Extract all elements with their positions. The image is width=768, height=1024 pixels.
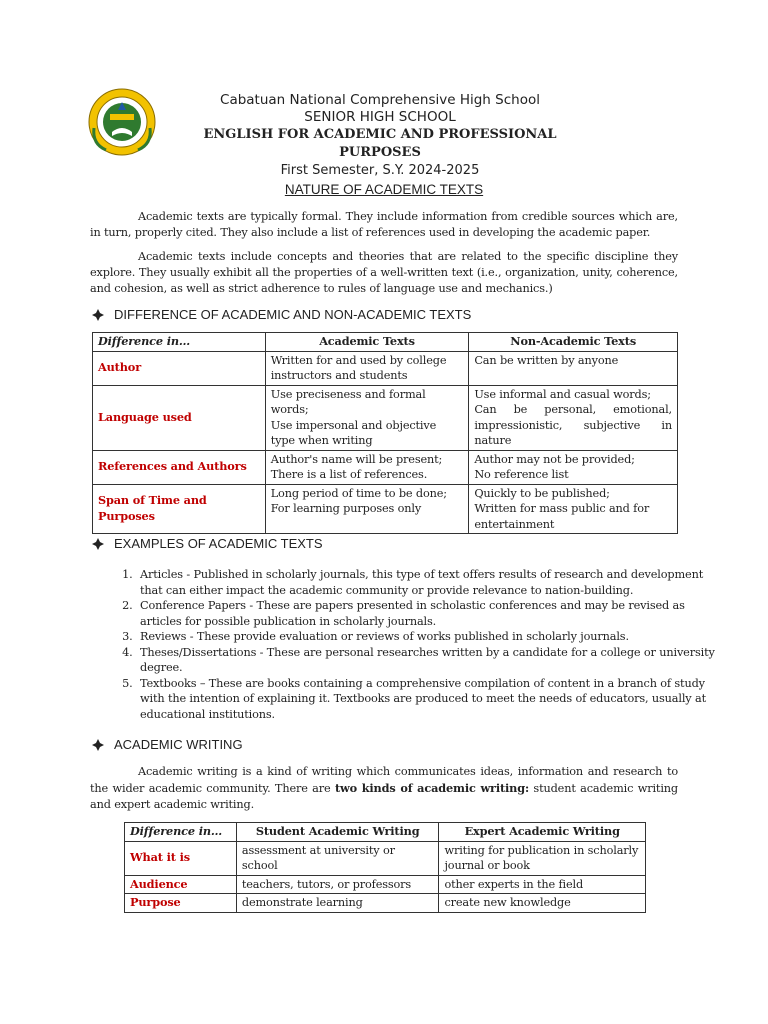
- table-cell: create new knowledge: [439, 894, 646, 913]
- intro-paragraph-2: Academic texts include concepts and theories that are related to the specific discipline they explore. They usually exhibit all the properties of a well-written text (i.e., organization, unity, coherence, and cohesion, as well as strict adherence to rules of language use and mechanics.): [90, 250, 678, 295]
- semester-text: First Semester, S.Y. 2024-2025: [280, 163, 480, 178]
- table-row: [125, 894, 646, 913]
- table-cell: Author's name will be present; There is a list of references.: [265, 450, 469, 484]
- table-header-row: [125, 823, 646, 842]
- table-row: [93, 484, 678, 534]
- division-name: SENIOR HIGH SCHOOL: [304, 109, 456, 125]
- table-cell: writing for publication in scholarly journal or book: [439, 841, 646, 875]
- intro-paragraph-1: Academic texts are typically formal. They include information from credible sources which are, in turn, properly cited. They also include a list of references used in developing the academic paper.: [90, 210, 678, 239]
- writing-section-heading: ACADEMIC WRITING: [92, 737, 243, 752]
- row-label: Audience: [125, 875, 237, 894]
- table-cell: assessment at university or school: [236, 841, 439, 875]
- examples-list: [90, 567, 726, 722]
- school-name: Cabatuan National Comprehensive High School: [220, 92, 540, 108]
- examples-section-heading: EXAMPLES OF ACADEMIC TEXTS: [92, 536, 323, 551]
- list-item: 3. Reviews - These provide evaluation or reviews of works published in scholarly journals.: [136, 629, 726, 645]
- table-cell: Written for and used by college instructors and students: [265, 351, 469, 385]
- table-cell: Use informal and casual words; Can be personal, emotional, impressionistic, subjective in nature: [469, 385, 678, 450]
- table-cell: demonstrate learning: [236, 894, 439, 913]
- table-cell: Author may not be provided; No reference list: [469, 450, 678, 484]
- row-label: References and Authors: [93, 450, 266, 484]
- diamond-bullet-icon: [92, 538, 104, 550]
- table-row: [125, 841, 646, 875]
- table-row: [93, 450, 678, 484]
- difference-section-heading: DIFFERENCE OF ACADEMIC AND NON-ACADEMIC TEXTS: [92, 307, 471, 322]
- writing-paragraph: Academic writing is a kind of writing which communicates ideas, information and research to the wider academic community. There are two kinds of academic writing: student academic writing and expert academic writing.: [90, 765, 678, 811]
- subject-name: ENGLISH FOR ACADEMIC AND PROFESSIONAL PURPOSES: [203, 127, 557, 160]
- table-row: [93, 385, 678, 450]
- row-label: Author: [93, 351, 266, 385]
- table-cell: other experts in the field: [439, 875, 646, 894]
- list-item: 1. Articles - Published in scholarly journals, this type of text offers results of research and development that can either impact the academic community or provide relevance to nation-building.: [136, 567, 726, 598]
- table-cell: teachers, tutors, or professors: [236, 875, 439, 894]
- table-cell: Quickly to be published; Written for mass public and for entertainment: [469, 484, 678, 534]
- diamond-bullet-icon: [92, 739, 104, 751]
- table-header: Difference in…: [125, 823, 237, 842]
- school-seal-icon: [88, 88, 156, 156]
- table-cell: Can be written by anyone: [469, 351, 678, 385]
- table-header: Student Academic Writing: [236, 823, 439, 842]
- table-header: Non-Academic Texts: [469, 333, 678, 352]
- list-item: 2. Conference Papers - These are papers presented in scholastic conferences and may be revised as articles for possible publication in scholarly journals.: [136, 598, 726, 629]
- list-item: 4. Theses/Dissertations - These are personal researches written by a candidate for a college or university degree.: [136, 645, 726, 676]
- row-label: Span of Time and Purposes: [93, 484, 266, 534]
- writing-table: [124, 822, 646, 913]
- table-cell: Use preciseness and formal words; Use impersonal and objective type when writing: [265, 385, 469, 450]
- row-label: What it is: [125, 841, 237, 875]
- page-title: NATURE OF ACADEMIC TEXTS: [284, 182, 484, 197]
- table-header: Difference in…: [93, 333, 266, 352]
- diamond-bullet-icon: [92, 309, 104, 321]
- row-label: Language used: [93, 385, 266, 450]
- table-cell: Long period of time to be done; For learning purposes only: [265, 484, 469, 534]
- list-item: 5. Textbooks – These are books containing a comprehensive compilation of content in a branch of study with the intention of explaining it. Textbooks are produced to meet the needs of educators, usually at educational institutions.: [136, 676, 726, 723]
- document-header: [180, 92, 580, 180]
- table-row: [125, 875, 646, 894]
- table-header-row: [93, 333, 678, 352]
- difference-table: [92, 332, 678, 534]
- table-header: Expert Academic Writing: [439, 823, 646, 842]
- row-label: Purpose: [125, 894, 237, 913]
- table-row: [93, 351, 678, 385]
- table-header: Academic Texts: [265, 333, 469, 352]
